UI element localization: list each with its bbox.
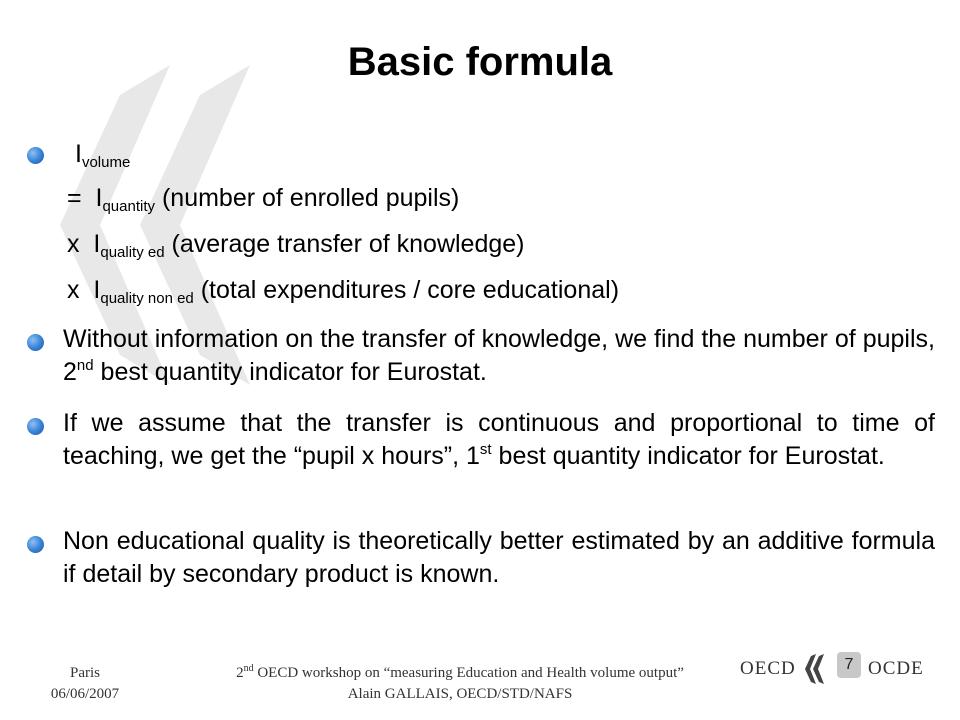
oecd-brand-fr: OCDE	[868, 658, 924, 679]
footer-workshop-title: 2nd OECD workshop on “measuring Education and Health volume output”	[236, 663, 684, 681]
oecd-brand-en: OECD	[740, 658, 796, 679]
slide-title: Basic formula	[347, 40, 613, 84]
footer-author: Alain GALLAIS, OECD/STD/NAFS	[347, 686, 573, 702]
footer-city: Paris	[70, 665, 100, 681]
formula-row-quality-non-ed: x $I_{quality non ed}$ (total expenditures / core educational)	[67, 276, 620, 307]
bullet-text-3: Non educational quality is theoretically better estimated by an additive formula if detail by secondary product is known.	[63, 527, 935, 588]
oecd-chevron-logo	[803, 654, 833, 684]
formula-lhs: $I_{volume}$	[75, 140, 131, 171]
page-number: 7	[837, 652, 861, 678]
footer-location-date	[40, 663, 130, 705]
footer-workshop	[160, 663, 760, 705]
formula-row-quantity: = $I_{quantity}$ (number of enrolled pupils)	[67, 184, 460, 215]
footer-date: 06/06/2007	[50, 686, 120, 702]
bullet-icon	[27, 536, 44, 553]
bullet-icon	[27, 147, 44, 164]
bullet-text-1: Without information on the transfer of knowledge, we find the number of pupils, 2nd best quantity indicator for Eurostat.	[63, 325, 935, 386]
bullet-icon	[27, 418, 44, 435]
bullet-text-2: If we assume that the transfer is continuous and proportional to time of teaching, we get the “pupil x hours”, 1st best quantity indicator for Eurostat.	[63, 409, 935, 470]
bullet-icon	[27, 334, 44, 351]
formula-row-quality-ed: x $I_{quality ed}$ (average transfer of knowledge)	[67, 230, 525, 261]
